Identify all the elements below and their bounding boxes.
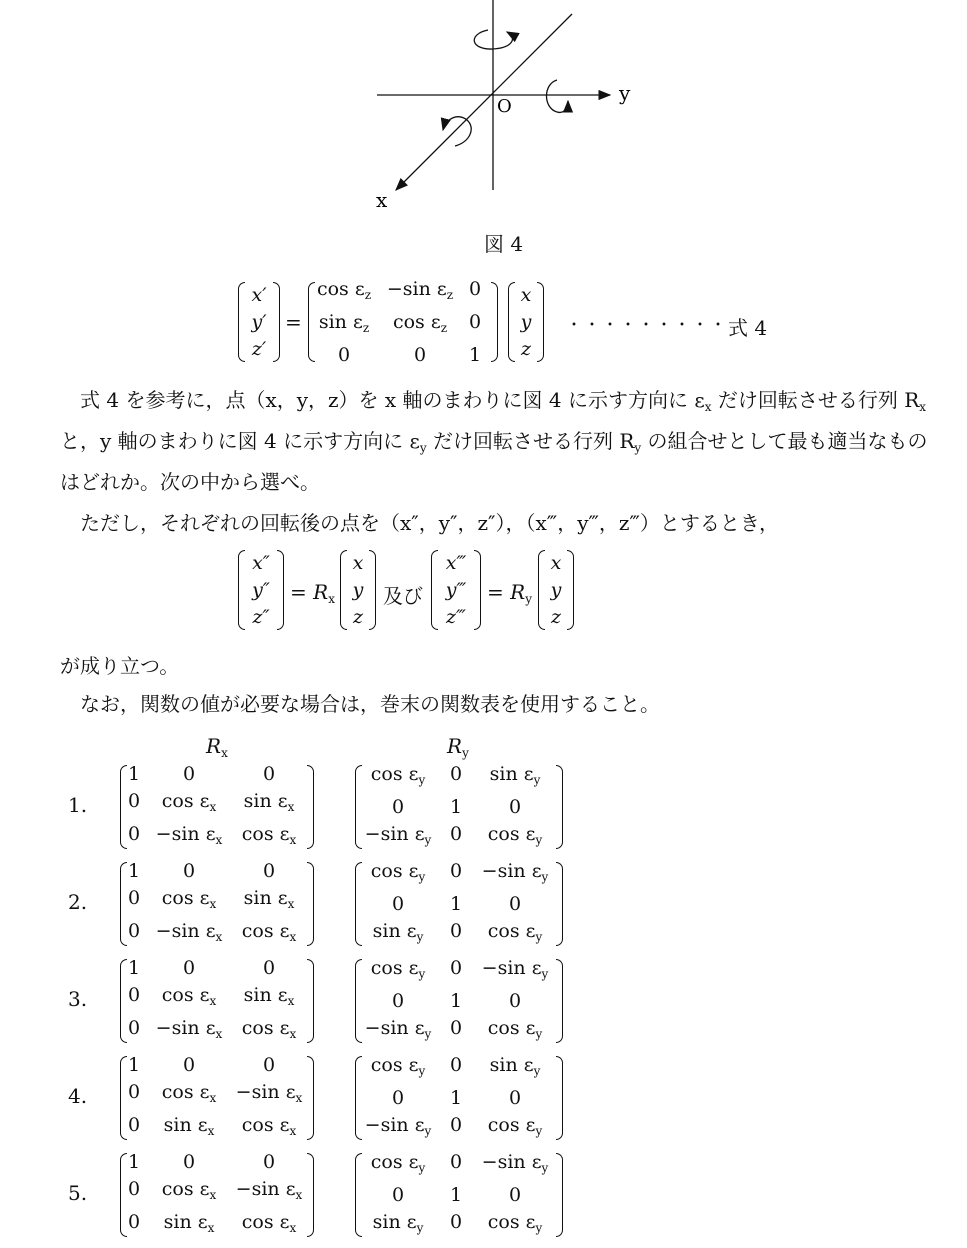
option-number-2[interactable]: 2. <box>68 890 88 914</box>
option-5-rx-matrix-cell-22: cos εx <box>161 1177 217 1202</box>
option-4-ry-matrix-cell-33: cos εy <box>487 1113 543 1138</box>
option-1-ry-matrix-cell-31: −sin εy <box>364 822 432 847</box>
eq4-m22: cos εz <box>392 310 448 335</box>
option-4-rx-matrix-cell-11: 1 <box>127 1053 141 1076</box>
eq4-rhs-vector: x y z <box>508 282 544 362</box>
option-5-rx-matrix-cell-31: 0 <box>127 1210 141 1233</box>
option-1-ry-matrix-cell-12: 0 <box>449 762 463 785</box>
eq4-dots: ・・・・・・・・・ <box>566 315 729 334</box>
option-2-ry-matrix-cell-12: 0 <box>449 859 463 882</box>
eq4-rotation-matrix <box>308 277 498 366</box>
option-3-rx-matrix-cell-21: 0 <box>127 983 141 1006</box>
relation-vector-double-prime: x″ y″ z″ <box>238 550 284 630</box>
option-2-rx-matrix-cell-32: −sin εx <box>155 919 223 944</box>
eq4-m33: 1 <box>468 343 482 366</box>
option-1-ry-matrix-cell-13: sin εy <box>489 762 541 787</box>
option-5-ry-matrix-cell-33: cos εy <box>487 1210 543 1235</box>
option-2-rx-matrix-cell-21: 0 <box>127 886 141 909</box>
eq4-m12: −sin εz <box>386 277 454 302</box>
option-3-rx-matrix-cell-33: cos εx <box>241 1016 297 1041</box>
option-1-ry-matrix-cell-23: 0 <box>508 795 522 818</box>
option-1-rx-matrix-cell-33: cos εx <box>241 822 297 847</box>
option-5-rx-matrix-cell-33: cos εx <box>241 1210 297 1235</box>
option-4-ry-matrix-cell-22: 1 <box>449 1086 463 1109</box>
option-3-rx-matrix <box>120 956 314 1043</box>
option-4-ry-matrix-cell-21: 0 <box>391 1086 405 1109</box>
option-1-ry-matrix-cell-21: 0 <box>391 795 405 818</box>
option-3-rx-matrix-cell-13: 0 <box>262 956 276 979</box>
option-2-ry-matrix <box>355 859 563 946</box>
paragraph-4: なお，関数の値が必要な場合は，巻末の関数表を使用すること。 <box>80 692 660 716</box>
option-4-rx-matrix-cell-21: 0 <box>127 1080 141 1103</box>
option-5-rx-matrix-cell-13: 0 <box>262 1150 276 1173</box>
paragraph-1-line-2: と，y 軸のまわりに図 4 に示す方向に εy だけ回転させる行列 Ry の組合せとして最も適当なもの <box>60 429 928 455</box>
option-4-rx-matrix-cell-23: −sin εx <box>235 1080 303 1105</box>
option-3-rx-matrix-cell-32: −sin εx <box>155 1016 223 1041</box>
relation-vector-xyz-1: x y z <box>340 550 376 630</box>
axes-figure <box>360 0 650 215</box>
option-3-ry-matrix-cell-32: 0 <box>449 1016 463 1039</box>
eq4-m21: sin εz <box>318 310 370 335</box>
paragraph-3: が成り立つ。 <box>60 654 180 678</box>
header-ry: Ry <box>447 734 469 760</box>
option-3-rx-matrix-cell-11: 1 <box>127 956 141 979</box>
option-2-rx-matrix-cell-31: 0 <box>127 919 141 942</box>
relation-equals-1: = Rx <box>290 580 335 606</box>
relation-equals-2: = Ry <box>487 580 532 606</box>
option-4-rx-matrix <box>120 1053 314 1140</box>
option-3-rx-matrix-cell-23: sin εx <box>243 983 295 1008</box>
option-1-ry-matrix-cell-33: cos εy <box>487 822 543 847</box>
option-1-rx-matrix <box>120 762 314 849</box>
option-5-ry-matrix-cell-11: cos εy <box>370 1150 426 1175</box>
option-2-rx-matrix-cell-13: 0 <box>262 859 276 882</box>
option-1-rx-matrix-cell-22: cos εx <box>161 789 217 814</box>
option-3-ry-matrix-cell-12: 0 <box>449 956 463 979</box>
eq4-equals: = <box>285 310 302 334</box>
option-4-rx-matrix-cell-22: cos εx <box>161 1080 217 1105</box>
option-2-rx-matrix-cell-23: sin εx <box>243 886 295 911</box>
option-5-ry-matrix-cell-13: −sin εy <box>481 1150 549 1175</box>
option-4-rx-matrix-cell-13: 0 <box>262 1053 276 1076</box>
x-axis-label: x <box>376 188 388 212</box>
option-3-ry-matrix-cell-22: 1 <box>449 989 463 1012</box>
option-2-ry-matrix-cell-23: 0 <box>508 892 522 915</box>
option-5-rx-matrix-cell-32: sin εx <box>163 1210 215 1235</box>
eq4-m13: 0 <box>468 277 482 300</box>
option-2-ry-matrix-cell-22: 1 <box>449 892 463 915</box>
x-axis-line <box>396 14 572 190</box>
paragraph-1-line-1: 式 4 を参考に，点（x，y，z）を x 軸のまわりに図 4 に示す方向に εx だけ回転させる行列 Rx <box>80 388 927 414</box>
option-2-ry-matrix-cell-13: −sin εy <box>481 859 549 884</box>
option-number-3[interactable]: 3. <box>68 987 88 1011</box>
option-4-ry-matrix-cell-11: cos εy <box>370 1053 426 1078</box>
option-5-ry-matrix-cell-21: 0 <box>391 1183 405 1206</box>
option-4-rx-matrix-cell-12: 0 <box>182 1053 196 1076</box>
option-2-rx-matrix-cell-33: cos εx <box>241 919 297 944</box>
y-axis-label: y <box>619 81 631 105</box>
eq4-lhs-vector <box>238 282 280 362</box>
eq4-m32: 0 <box>413 343 427 366</box>
option-1-rx-matrix-cell-23: sin εx <box>243 789 295 814</box>
option-2-rx-matrix-cell-11: 1 <box>127 859 141 882</box>
option-5-ry-matrix-cell-23: 0 <box>508 1183 522 1206</box>
option-5-rx-matrix-cell-23: −sin εx <box>235 1177 303 1202</box>
option-number-4[interactable]: 4. <box>68 1084 88 1108</box>
option-1-ry-matrix-cell-11: cos εy <box>370 762 426 787</box>
header-rx: Rx <box>206 734 228 760</box>
option-5-rx-matrix-cell-21: 0 <box>127 1177 141 1200</box>
option-3-rx-matrix-cell-31: 0 <box>127 1016 141 1039</box>
option-1-rx-matrix-cell-11: 1 <box>127 762 141 785</box>
option-5-rx-matrix <box>120 1150 314 1237</box>
option-4-ry-matrix-cell-13: sin εy <box>489 1053 541 1078</box>
option-1-rx-matrix-cell-31: 0 <box>127 822 141 845</box>
option-3-ry-matrix-cell-23: 0 <box>508 989 522 1012</box>
option-2-rx-matrix-cell-22: cos εx <box>161 886 217 911</box>
option-3-ry-matrix-cell-13: −sin εy <box>481 956 549 981</box>
option-1-rx-matrix-cell-12: 0 <box>182 762 196 785</box>
option-3-rx-matrix-cell-12: 0 <box>182 956 196 979</box>
option-2-ry-matrix-cell-33: cos εy <box>487 919 543 944</box>
option-5-rx-matrix-cell-12: 0 <box>182 1150 196 1173</box>
option-4-rx-matrix-cell-32: sin εx <box>163 1113 215 1138</box>
option-2-rx-matrix-cell-12: 0 <box>182 859 196 882</box>
option-3-rx-matrix-cell-22: cos εx <box>161 983 217 1008</box>
option-5-ry-matrix-cell-12: 0 <box>449 1150 463 1173</box>
option-3-ry-matrix-cell-33: cos εy <box>487 1016 543 1041</box>
option-number-5[interactable]: 5. <box>68 1181 88 1205</box>
y-rotation-arrow <box>547 80 569 112</box>
option-4-rx-matrix-cell-33: cos εx <box>241 1113 297 1138</box>
option-4-ry-matrix-cell-31: −sin εy <box>364 1113 432 1138</box>
option-5-ry-matrix-cell-31: sin εy <box>372 1210 424 1235</box>
eq4-m23: 0 <box>468 310 482 333</box>
relation-vector-xyz-2: x y z <box>538 550 574 630</box>
option-4-rx-matrix-cell-31: 0 <box>127 1113 141 1136</box>
option-number-1[interactable]: 1. <box>68 793 88 817</box>
paragraph-2: ただし，それぞれの回転後の点を（x″，y″，z″），（x‴，y‴，z‴）とするとき， <box>80 511 780 535</box>
eq4-lhs-z: z′ <box>251 337 267 360</box>
eq4-label: 式 4 <box>728 316 768 340</box>
eq4-lhs-x: x′ <box>251 283 267 306</box>
option-3-ry-matrix-cell-21: 0 <box>391 989 405 1012</box>
option-2-ry-matrix-cell-21: 0 <box>391 892 405 915</box>
eq4-m11: cos εz <box>316 277 372 302</box>
eq4-m31: 0 <box>337 343 351 366</box>
option-3-ry-matrix-cell-31: −sin εy <box>364 1016 432 1041</box>
option-5-rx-matrix-cell-11: 1 <box>127 1150 141 1173</box>
option-2-ry-matrix-cell-11: cos εy <box>370 859 426 884</box>
figure-caption: 図 4 <box>484 232 524 256</box>
option-2-ry-matrix-cell-31: sin εy <box>372 919 424 944</box>
x-rotation-arrow <box>443 117 471 146</box>
option-1-rx-matrix-cell-13: 0 <box>262 762 276 785</box>
paragraph-1-line-3: はどれか。次の中から選べ。 <box>60 470 320 494</box>
option-1-rx-matrix-cell-21: 0 <box>127 789 141 812</box>
option-2-rx-matrix <box>120 859 314 946</box>
option-2-ry-matrix-cell-32: 0 <box>449 919 463 942</box>
option-4-ry-matrix-cell-23: 0 <box>508 1086 522 1109</box>
option-1-ry-matrix-cell-32: 0 <box>449 822 463 845</box>
option-4-ry-matrix-cell-12: 0 <box>449 1053 463 1076</box>
option-3-ry-matrix-cell-11: cos εy <box>370 956 426 981</box>
option-5-ry-matrix-cell-22: 1 <box>449 1183 463 1206</box>
option-5-ry-matrix-cell-32: 0 <box>449 1210 463 1233</box>
origin-label: O <box>497 96 512 117</box>
option-5-ry-matrix <box>355 1150 563 1237</box>
option-3-ry-matrix <box>355 956 563 1043</box>
eq4-lhs-y: y′ <box>251 310 267 333</box>
relation-vector-triple-prime: x‴ y‴ z‴ <box>431 550 481 630</box>
option-4-ry-matrix <box>355 1053 563 1140</box>
option-1-rx-matrix-cell-32: −sin εx <box>155 822 223 847</box>
option-1-ry-matrix-cell-22: 1 <box>449 795 463 818</box>
option-1-ry-matrix <box>355 762 563 849</box>
option-4-ry-matrix-cell-32: 0 <box>449 1113 463 1136</box>
relation-and: 及び <box>383 584 423 608</box>
